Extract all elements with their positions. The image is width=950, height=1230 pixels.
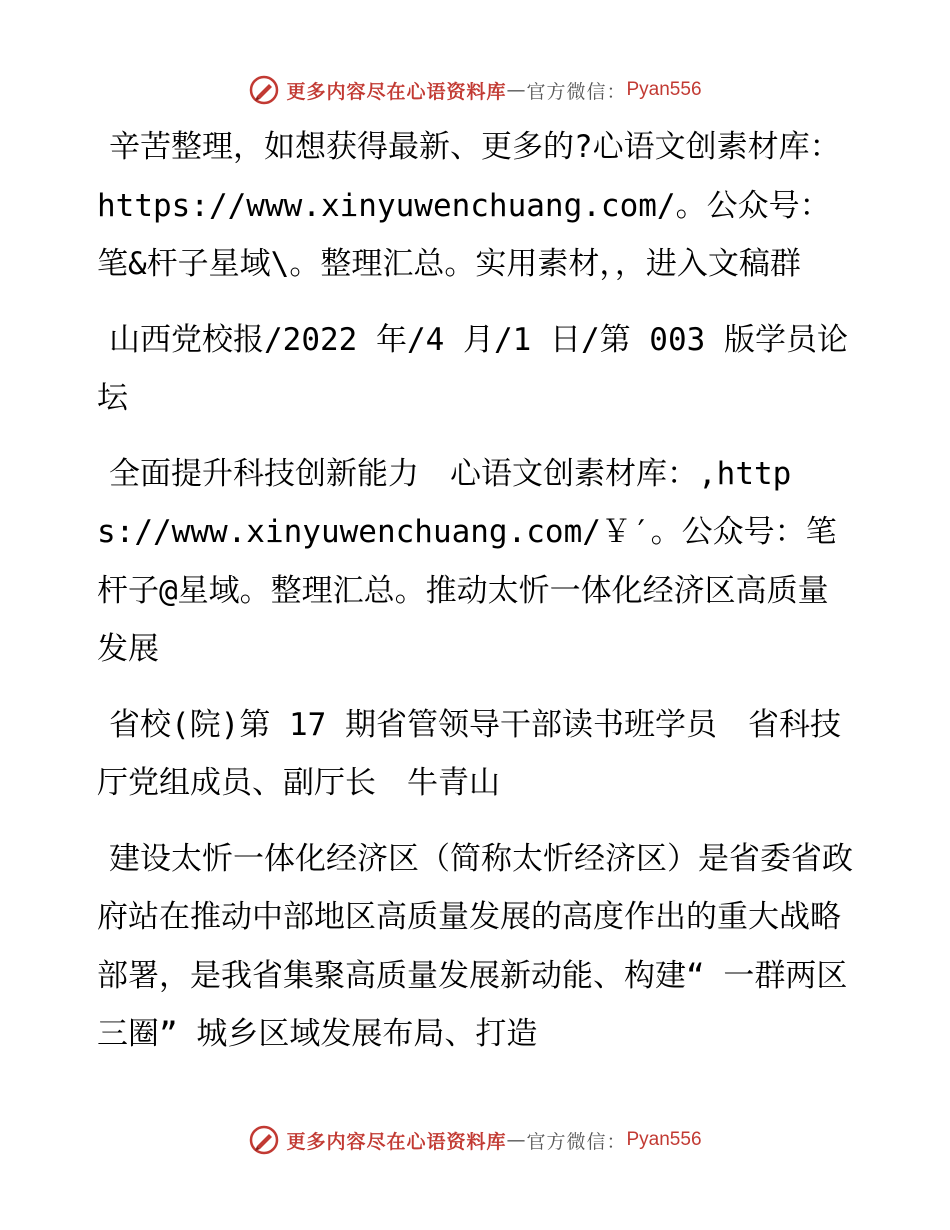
paragraph-source: 山西党校报/2022 年/4 月/1 日/第 003 版学员论坛 bbox=[97, 321, 848, 416]
paragraph-title: 全面提升科技创新能力 心语文创素材库：,https://www.xinyuwenchuang.com/￥′。公众号：笔杆子@星域。整理汇总。推动太忻一体化经济区高质量发展 bbox=[97, 455, 837, 667]
banner-secondary-text: 官方微信： bbox=[526, 1130, 627, 1153]
footer-banner bbox=[0, 1120, 950, 1160]
banner-dash: — bbox=[506, 1129, 527, 1151]
banner-secondary-text: 官方微信： bbox=[526, 80, 627, 103]
paragraph-intro: 辛苦整理，如想获得最新、更多的?心语文创素材库：https://www.xinyuwenchuang.com/。公众号：笔&杆子星域\。整理汇总。实用素材，，进入文稿群 bbox=[97, 129, 841, 282]
header-banner bbox=[0, 70, 950, 110]
banner-dash: — bbox=[506, 79, 527, 101]
paragraph-body: 建设太忻一体化经济区（简称太忻经济区）是省委省政府站在推动中部地区高质量发展的高度作出的重大战略部署，是我省集聚高质量发展新动能、构建“ 一群两区三圈” 城乡区域发展布局、打造 bbox=[97, 840, 853, 1052]
banner-main-text: 更多内容尽在心语资料库 bbox=[286, 80, 507, 103]
banner-handle: Pyan556 bbox=[626, 1129, 702, 1150]
paragraph-author: 省校(院)第 17 期省管领导干部读书班学员 省科技厅党组成员、副厅长 牛青山 bbox=[97, 706, 841, 801]
banner-main-text: 更多内容尽在心语资料库 bbox=[286, 1130, 507, 1153]
banner-handle: Pyan556 bbox=[626, 79, 702, 100]
pen-circle-logo-icon bbox=[248, 74, 280, 106]
document-body bbox=[97, 118, 857, 1064]
pen-circle-logo-icon bbox=[248, 1124, 280, 1156]
